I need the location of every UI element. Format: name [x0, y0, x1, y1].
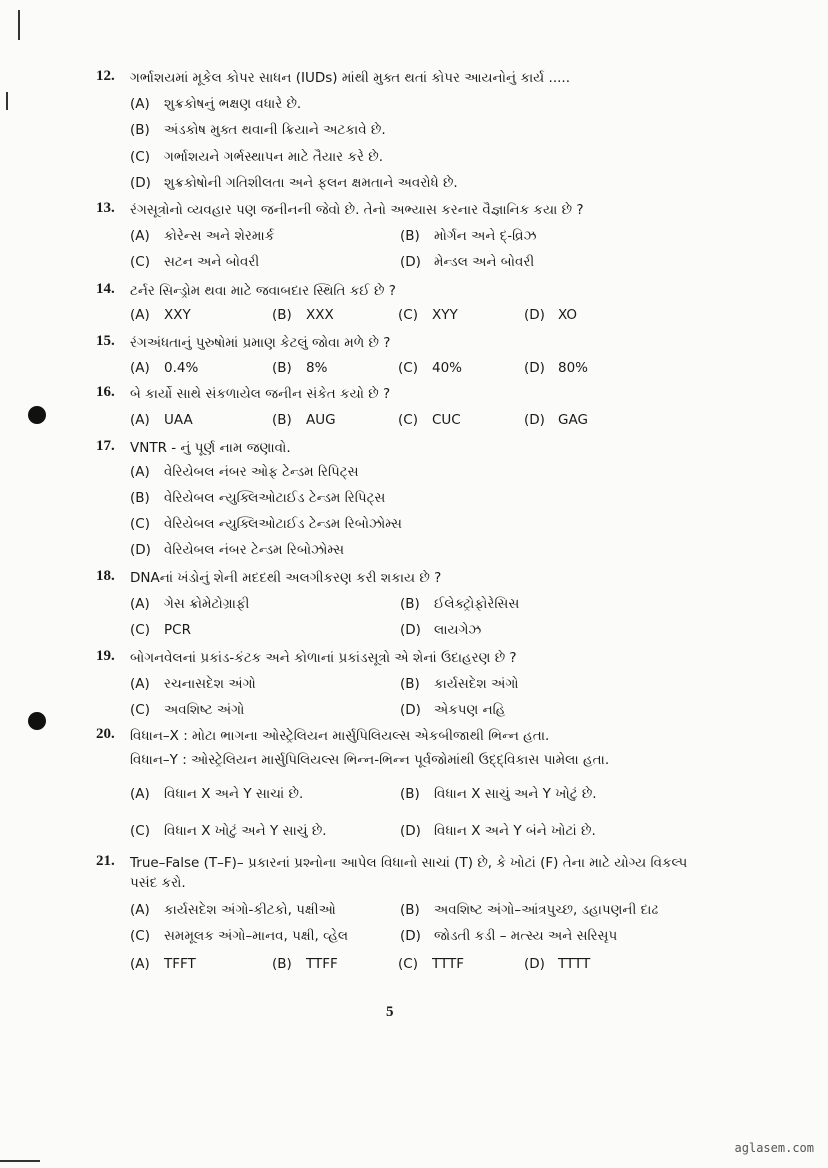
option-b [272, 360, 327, 376]
question-number: 20. [96, 726, 115, 742]
option-letter: (A) [130, 412, 150, 428]
option-b [272, 956, 338, 972]
option-letter: (D) [400, 823, 421, 839]
option-letter: (C) [130, 516, 150, 532]
option-c [398, 956, 464, 972]
option-c [130, 823, 327, 839]
option-d [400, 254, 534, 270]
question-number: 13. [96, 200, 115, 216]
option-b [400, 902, 658, 918]
option-d [524, 412, 588, 428]
option-letter: (D) [400, 702, 421, 718]
option-letter: (C) [130, 622, 150, 638]
option-b [130, 122, 386, 138]
option-letter: (D) [130, 175, 151, 191]
option-text: ગેસ ક્રોમેટોગ્રાફી [164, 596, 250, 612]
question-number: 19. [96, 648, 115, 664]
question-number: 14. [96, 281, 115, 297]
option-text: UAA [164, 412, 193, 428]
question-stem: True–False (T–F)– પ્રકારનાં પ્રશ્નોના આપેલ વિધાનો સાચાં (T) છે, કે ખોટાં (F) તેના માટે યોગ્ય વિકલ્પ [130, 855, 688, 871]
option-b [272, 307, 334, 323]
option-c [130, 928, 348, 944]
option-text: XXX [306, 307, 334, 323]
option-letter: (D) [400, 254, 421, 270]
option-text: XYY [432, 307, 458, 323]
option-b [272, 412, 336, 428]
option-letter: (A) [130, 596, 150, 612]
option-letter: (B) [272, 307, 292, 323]
option-text: વેરિયેબલ ન્યુક્લિઓટાઈડ ટેન્ડમ રિપિટ્સ [164, 490, 386, 506]
option-text: CUC [432, 412, 461, 428]
question-stem-line2: પસંદ કરો. [130, 875, 186, 891]
question-stem: રંગસૂત્રોનો વ્યવહાર પણ જનીનની જેવો છે. તેનો અભ્યાસ કરનાર વૈજ્ઞાનિક કયા છે ? [130, 202, 584, 218]
option-d [130, 542, 344, 558]
margin-mark [6, 92, 8, 110]
option-letter: (C) [130, 149, 150, 165]
option-text: TTFF [306, 956, 338, 972]
option-a [130, 307, 191, 323]
question-number: 16. [96, 384, 115, 400]
option-a [130, 902, 336, 918]
option-d [524, 307, 577, 323]
option-text: વેરિયેબલ ન્યુક્લિઓટાઈડ ટેન્ડમ રિબોઝોમ્સ [164, 516, 402, 532]
option-a [130, 956, 196, 972]
option-text: જોડતી કડી – મત્સ્ય અને સરિસૃપ [434, 928, 618, 944]
option-text: રચનાસદેશ અંગો [164, 676, 256, 692]
option-letter: (D) [524, 956, 545, 972]
option-letter: (B) [400, 676, 420, 692]
option-text: વિધાન X અને Y સાચાં છે. [164, 786, 304, 802]
option-text: 40% [432, 360, 463, 376]
option-letter: (A) [130, 786, 150, 802]
option-text: સટન અને બોવરી [164, 254, 260, 270]
question-stem: બે કાર્યો સાથે સંકળાયેલ જનીન સંકેત કયો છે ? [130, 386, 391, 402]
question-stem: રંગઅંધતાનું પુરુષોમાં પ્રમાણ કેટલું જોવા મળે છે ? [130, 335, 391, 351]
footer-watermark: aglasem.com [734, 1141, 814, 1155]
option-a [130, 786, 303, 802]
option-letter: (A) [130, 676, 150, 692]
option-text: 8% [306, 360, 328, 376]
margin-mark [18, 10, 20, 40]
option-b [400, 228, 536, 244]
question-number: 17. [96, 438, 115, 454]
option-text: અંડકોષ મુક્ત થવાની ક્રિયાને અટકાવે છે. [164, 122, 386, 138]
option-letter: (B) [272, 956, 292, 972]
option-text: કાર્યસદેશ અંગો [434, 676, 519, 692]
option-d [400, 702, 505, 718]
question-stem: વિધાન–X : મોટા ભાગના ઓસ્ટ્રેલિયન માર્સુપિલિયલ્સ એકબીજાથી ભિન્ન હતા. [130, 728, 550, 744]
question-stem: DNAનાં ખંડોનું શેની મદદથી અલગીકરણ કરી શકાય છે ? [130, 570, 442, 586]
option-a [130, 96, 301, 112]
option-text: સમમૂલક અંગો–માનવ, પક્ષી, વ્હેલ [164, 928, 349, 944]
option-a [130, 360, 198, 376]
option-text: TTTF [432, 956, 465, 972]
option-text: વિધાન X અને Y બંને ખોટાં છે. [434, 823, 596, 839]
option-letter: (A) [130, 96, 150, 112]
option-d [524, 956, 590, 972]
option-letter: (B) [400, 786, 420, 802]
option-d [400, 823, 596, 839]
option-a [130, 412, 193, 428]
option-text: કોરેન્સ અને શેરમાર્ક [164, 228, 275, 244]
option-letter: (A) [130, 228, 150, 244]
option-d [524, 360, 588, 376]
option-b [400, 676, 519, 692]
option-letter: (C) [398, 307, 418, 323]
option-d [400, 622, 481, 638]
option-text: મેન્ડલ અને બોવરી [434, 254, 535, 270]
option-c [130, 149, 383, 165]
option-letter: (A) [130, 956, 150, 972]
option-letter: (C) [398, 412, 418, 428]
option-c [398, 412, 461, 428]
option-c [130, 702, 244, 718]
option-text: શુક્રકોષોની ગતિશીલતા અને ફલન ક્ષમતાને અવરોધે છે. [164, 175, 458, 191]
question-number: 15. [96, 333, 115, 349]
question-stem: બોગનવેલનાં પ્રકાંડ-કંટક અને કોળાનાં પ્રકાંડસૂત્રો એ શેનાં ઉદાહરણ છે ? [130, 650, 517, 666]
option-text: 0.4% [164, 360, 199, 376]
option-text: AUG [306, 412, 336, 428]
option-b [400, 786, 597, 802]
option-letter: (B) [130, 122, 150, 138]
option-letter: (B) [400, 902, 420, 918]
option-letter: (C) [130, 254, 150, 270]
option-text: વિધાન X ખોટું અને Y સાચું છે. [164, 823, 327, 839]
question-number: 18. [96, 568, 115, 584]
option-letter: (B) [400, 596, 420, 612]
option-text: PCR [164, 622, 191, 638]
option-text: અવશિષ્ટ અંગો [164, 702, 245, 718]
page-number: 5 [386, 1004, 394, 1020]
option-text: TTTT [558, 956, 591, 972]
option-text: ગર્ભાશયને ગર્ભસ્થાપન માટે તૈયાર કરે છે. [164, 149, 383, 165]
option-text: મોર્ગન અને દ્-વ્રિઝ [434, 228, 537, 244]
option-letter: (C) [130, 823, 150, 839]
option-text: લાયગેઝ [434, 622, 482, 638]
option-letter: (C) [398, 956, 418, 972]
option-letter: (B) [272, 412, 292, 428]
option-letter: (C) [398, 360, 418, 376]
option-text: TFFT [164, 956, 196, 972]
option-letter: (C) [130, 702, 150, 718]
option-a [130, 228, 274, 244]
option-text: વેરિયેબલ નંબર ટેન્ડમ રિબોઝોમ્સ [164, 542, 345, 558]
question-number: 21. [96, 853, 115, 869]
option-text: વેરિયેબલ નંબર ઓફ ટેન્ડમ રિપિટ્સ [164, 464, 359, 480]
option-c [398, 307, 458, 323]
option-text: એકપણ નહિ [434, 702, 506, 718]
option-c [398, 360, 462, 376]
option-letter: (A) [130, 307, 150, 323]
option-a [130, 676, 256, 692]
option-text: XO [558, 307, 578, 323]
option-text: શુક્રકોષનું ભક્ષણ વધારે છે. [164, 96, 302, 112]
option-text: ઈલેક્ટ્રોફોરેસિસ [434, 596, 520, 612]
option-b [400, 596, 519, 612]
option-text: GAG [558, 412, 588, 428]
option-a [130, 464, 359, 480]
option-letter: (D) [130, 542, 151, 558]
option-letter: (A) [130, 902, 150, 918]
option-letter: (A) [130, 464, 150, 480]
option-letter: (B) [400, 228, 420, 244]
option-letter: (D) [400, 928, 421, 944]
option-letter: (D) [524, 360, 545, 376]
punch-hole [28, 712, 46, 730]
option-text: અવશિષ્ટ અંગો–આંત્રપુચ્છ, ડહાપણની દાઢ [434, 902, 659, 918]
option-letter: (D) [400, 622, 421, 638]
option-letter: (B) [272, 360, 292, 376]
edge-line [0, 1160, 40, 1162]
option-letter: (D) [524, 412, 545, 428]
question-stem: VNTR - નું પૂર્ણ નામ જણાવો. [130, 440, 291, 456]
punch-hole [28, 406, 46, 424]
option-b [130, 490, 385, 506]
option-text: 80% [558, 360, 589, 376]
option-d [400, 928, 617, 944]
option-letter: (C) [130, 928, 150, 944]
question-stem: ગર્ભાશયમાં મૂકેલ કોપર સાધન (IUDs) માંથી મુક્ત થતાં કોપર આયનોનું કાર્ય ..... [130, 70, 570, 86]
option-letter: (A) [130, 360, 150, 376]
option-d [130, 175, 458, 191]
question-stem-line2: વિધાન–Y : ઓસ્ટ્રેલિયન માર્સુપિલિયલ્સ ભિન્ન-ભિન્ન પૂર્વજોમાંથી ઉદ્દ્‌વિકાસ પામેલા હતા. [130, 752, 610, 768]
option-c [130, 254, 259, 270]
option-letter: (B) [130, 490, 150, 506]
question-stem: ટર્નર સિન્ડ્રોમ થવા માટે જવાબદાર સ્થિતિ કઈ છે ? [130, 283, 396, 299]
option-a [130, 596, 249, 612]
option-text: વિધાન X સાચું અને Y ખોટું છે. [434, 786, 597, 802]
option-text: XXY [164, 307, 191, 323]
option-letter: (D) [524, 307, 545, 323]
option-text: કાર્યસદેશ અંગો-કીટકો, પક્ષીઓ [164, 902, 336, 918]
option-c [130, 622, 191, 638]
question-number: 12. [96, 68, 115, 84]
option-c [130, 516, 402, 532]
